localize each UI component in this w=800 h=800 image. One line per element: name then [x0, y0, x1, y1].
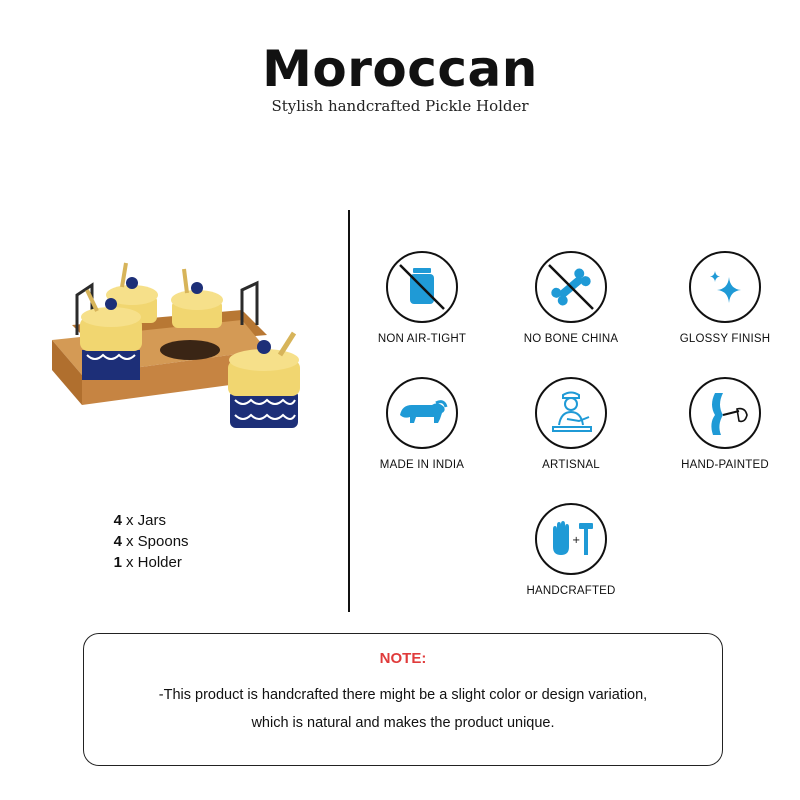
- note-text-line-1: -This product is handcrafted there might be a slight color or design variation,: [158, 687, 648, 703]
- feature-artisnal: [501, 377, 641, 471]
- sparkle-icon: [689, 251, 761, 323]
- feature-glossy-finish: [655, 251, 795, 345]
- svg-text:+: +: [572, 535, 581, 546]
- contents-text: x Jars: [126, 512, 167, 529]
- product-image: [42, 255, 312, 430]
- contents-row-jars: [108, 510, 189, 531]
- contents-row-holder: [108, 552, 189, 573]
- feature-label: NON AIR-TIGHT: [377, 333, 467, 345]
- contents-text: x Spoons: [126, 533, 189, 550]
- feature-made-in-india: [352, 377, 492, 471]
- contents-qty: 4: [113, 533, 122, 550]
- artisan-icon: [535, 377, 607, 449]
- brush-hand-icon: [689, 377, 761, 449]
- feature-non-air-tight: [352, 251, 492, 345]
- feature-label: GLOSSY FINISH: [679, 333, 771, 345]
- note-text-line-2: which is natural and makes the product unique.: [251, 715, 555, 731]
- feature-hand-painted: [655, 377, 795, 471]
- feature-label: MADE IN INDIA: [379, 459, 465, 471]
- hand-hammer-icon: [535, 503, 607, 575]
- note-box: [83, 633, 723, 766]
- note-title: NOTE:: [379, 650, 427, 667]
- package-contents: [108, 510, 189, 573]
- page-subtitle: Stylish handcrafted Pickle Holder: [271, 97, 529, 115]
- feature-label: HANDCRAFTED: [526, 585, 616, 597]
- feature-label: NO BONE CHINA: [523, 333, 619, 345]
- lion-icon: [386, 377, 458, 449]
- feature-handcrafted: [501, 503, 641, 597]
- contents-qty: 1: [113, 554, 122, 571]
- contents-row-spoons: [108, 531, 189, 552]
- page-title: Moroccan: [262, 40, 538, 98]
- no-bone-icon: [535, 251, 607, 323]
- feature-no-bone-china: [501, 251, 641, 345]
- vertical-divider: [348, 210, 350, 612]
- no-jar-icon: [386, 251, 458, 323]
- feature-label: ARTISNAL: [542, 459, 600, 471]
- contents-qty: 4: [113, 512, 122, 529]
- feature-label: HAND-PAINTED: [681, 459, 769, 471]
- contents-text: x Holder: [126, 554, 182, 571]
